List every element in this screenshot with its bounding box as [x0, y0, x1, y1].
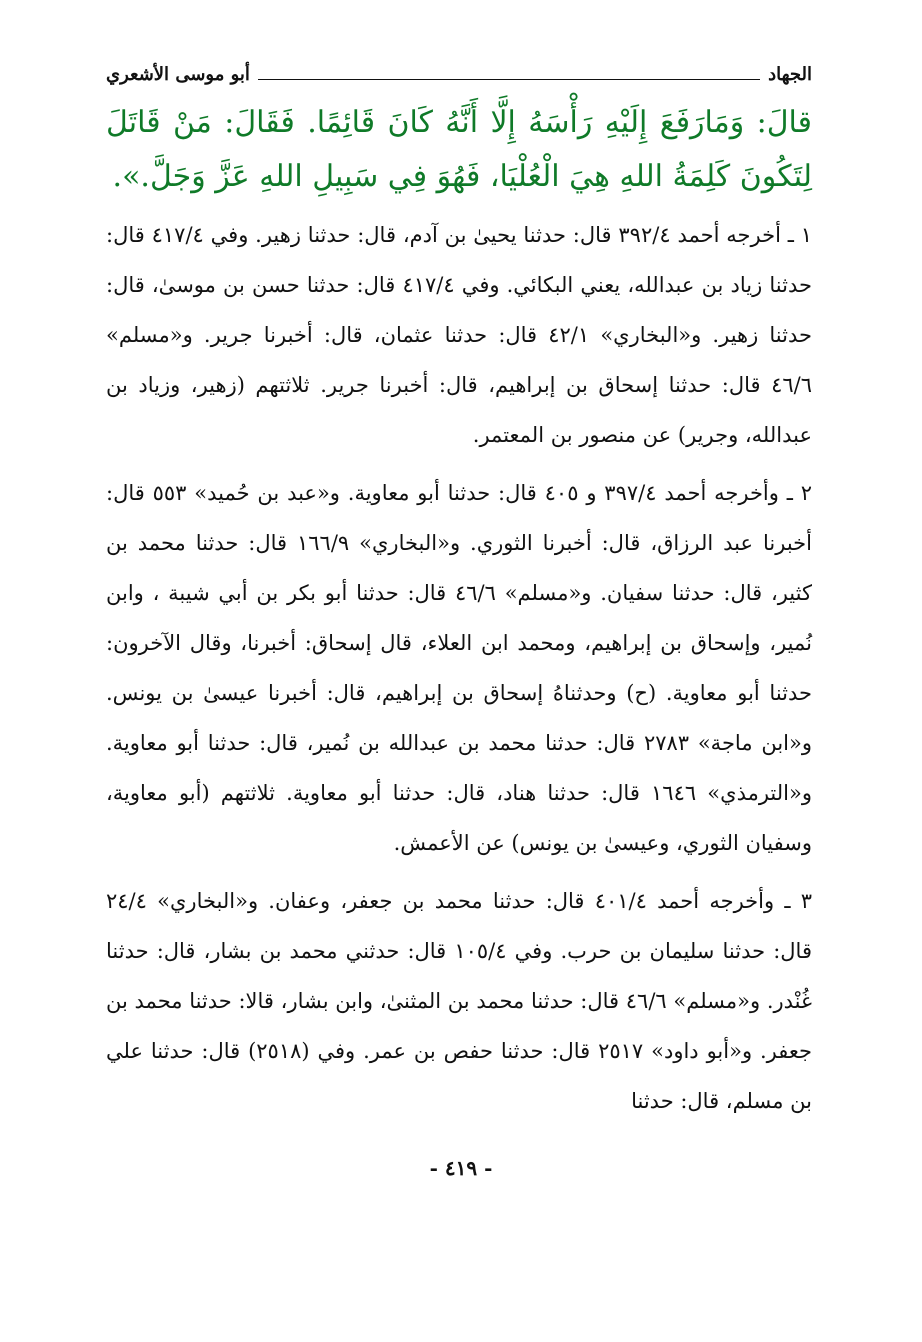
takhrij-section [106, 210, 812, 1126]
takhrij-paragraph-1: ١ ـ أخرجه أحمد ٣٩٢/٤ قال: حدثنا يحيىٰ بن آدم، قال: حدثنا زهير. وفي ٤١٧/٤ قال: حدثنا زياد بن عبدالله، يعني البكائي. وفي ٤١٧/٤ قال: حدثنا حسن بن موسىٰ، قال: حدثنا زهير. و«البخاري» ٤٢/١ قال: حدثنا عثمان، قال: أخبرنا جرير. و«مسلم» ٤٦/٦ قال: حدثنا إسحاق بن إبراهيم، قال: أخبرنا جرير. ثلاثتهم (زهير، وزياد بن عبدالله، وجرير) عن منصور بن المعتمر. [106, 223, 812, 447]
running-header [106, 56, 812, 86]
section-title: أبو موسى الأشعري [106, 64, 250, 85]
hadith-text: قالَ: وَمَارَفَعَ إِلَيْهِ رَأْسَهُ إِلَّا أَنَّهُ كَانَ قَائِمًا. فَقَالَ: مَنْ قَاتَلَ لِتَكُونَ كَلِمَةُ اللهِ هِيَ الْعُلْيَا، فَهُوَ فِي سَبِيلِ اللهِ عَزَّ وَجَلَّ.». [106, 105, 812, 194]
header-rule [258, 79, 760, 80]
document-page [106, 56, 812, 1134]
page-number: - ٤١٩ - [429, 1156, 493, 1180]
takhrij-paragraph-3: ٣ ـ وأخرجه أحمد ٤٠١/٤ قال: حدثنا محمد بن جعفر، وعفان. و«البخاري» ٢٤/٤ قال: حدثنا سليمان بن حرب. وفي ١٠٥/٤ قال: حدثني محمد بن بشار، قال: حدثنا غُنْدر. و«مسلم» ٤٦/٦ قال: حدثنا محمد بن المثنىٰ، وابن بشار، قالا: حدثنا محمد بن جعفر. و«أبو داود» ٢٥١٧ قال: حدثنا حفص بن عمر. وفي (٢٥١٨) قال: حدثنا علي بن مسلم، قال: حدثنا [106, 889, 812, 1113]
chapter-title: الجهاد [768, 64, 812, 85]
takhrij-paragraph-2: ٢ ـ وأخرجه أحمد ٣٩٧/٤ و ٤٠٥ قال: حدثنا أبو معاوية. و«عبد بن حُميد» ٥٥٣ قال: أخبرنا عبد الرزاق، قال: أخبرنا الثوري. و«البخاري» ١٦٦/٩ قال: حدثنا محمد بن كثير، قال: حدثنا سفيان. و«مسلم» ٤٦/٦ قال: حدثنا أبو بكر بن أبي شيبة ، وابن نُمير، وإسحاق بن إبراهيم، ومحمد ابن العلاء، قال إسحاق: أخبرنا، وقال الآخرون: حدثنا أبو معاوية. (ح) وحدثناهُ إسحاق بن إبراهيم، قال: أخبرنا عيسىٰ بن يونس. و«ابن ماجة» ٢٧٨٣ قال: حدثنا محمد بن عبدالله بن نُمير، قال: حدثنا أبو معاوية. و«الترمذي» ١٦٤٦ قال: حدثنا هناد، قال: حدثنا أبو معاوية. ثلاثتهم (أبو معاوية، وسفيان الثوري، وعيسىٰ بن يونس) عن الأعمش. [106, 481, 812, 855]
